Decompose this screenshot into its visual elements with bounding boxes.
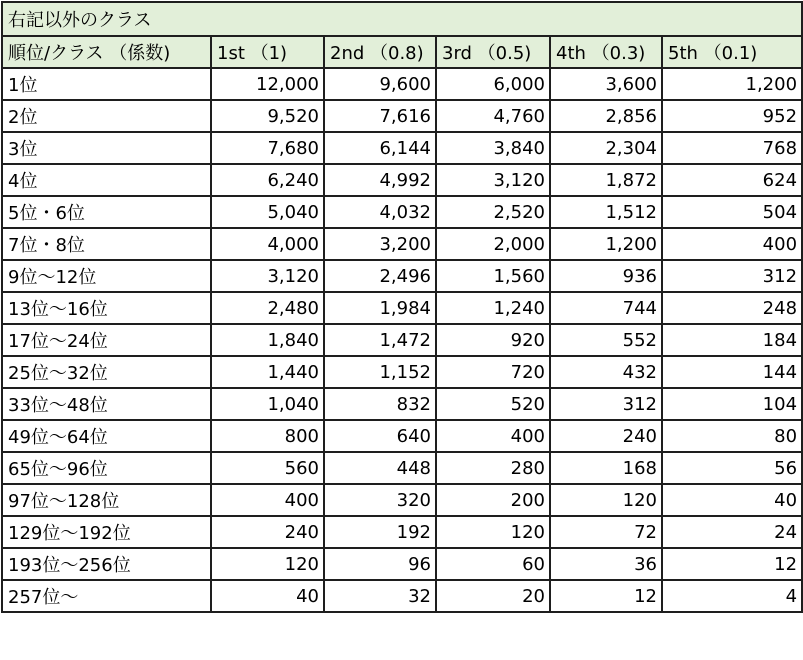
points-2nd-cell: 3,200	[324, 228, 436, 260]
header-rank-class: 順位/クラス （係数)	[2, 36, 211, 68]
points-2nd-cell: 96	[324, 548, 436, 580]
rank-cell: 1位	[2, 68, 211, 100]
points-5th-cell: 104	[662, 388, 802, 420]
points-3rd-cell: 200	[436, 484, 550, 516]
points-2nd-cell: 6,144	[324, 132, 436, 164]
points-5th-cell: 952	[662, 100, 802, 132]
table-row	[2, 164, 802, 196]
points-1st-cell: 40	[211, 580, 324, 612]
points-1st-cell: 2,480	[211, 292, 324, 324]
table-row	[2, 68, 802, 100]
points-1st-cell: 6,240	[211, 164, 324, 196]
points-4th-cell: 36	[550, 548, 662, 580]
points-4th-cell: 2,856	[550, 100, 662, 132]
points-2nd-cell: 320	[324, 484, 436, 516]
points-4th-cell: 744	[550, 292, 662, 324]
table-row	[2, 260, 802, 292]
points-1st-cell: 5,040	[211, 196, 324, 228]
points-5th-cell: 1,200	[662, 68, 802, 100]
points-4th-cell: 432	[550, 356, 662, 388]
points-1st-cell: 560	[211, 452, 324, 484]
points-3rd-cell: 2,520	[436, 196, 550, 228]
points-2nd-cell: 192	[324, 516, 436, 548]
points-4th-cell: 312	[550, 388, 662, 420]
points-3rd-cell: 1,560	[436, 260, 550, 292]
points-4th-cell: 12	[550, 580, 662, 612]
points-4th-cell: 240	[550, 420, 662, 452]
points-2nd-cell: 1,472	[324, 324, 436, 356]
table-row	[2, 132, 802, 164]
points-4th-cell: 120	[550, 484, 662, 516]
points-3rd-cell: 3,840	[436, 132, 550, 164]
points-2nd-cell: 448	[324, 452, 436, 484]
table-row	[2, 484, 802, 516]
points-4th-cell: 1,200	[550, 228, 662, 260]
points-5th-cell: 184	[662, 324, 802, 356]
points-5th-cell: 12	[662, 548, 802, 580]
table-title: 右記以外のクラス	[2, 2, 802, 36]
points-3rd-cell: 120	[436, 516, 550, 548]
points-2nd-cell: 9,600	[324, 68, 436, 100]
table-title-row	[2, 2, 802, 36]
rank-cell: 13位～16位	[2, 292, 211, 324]
table-row	[2, 420, 802, 452]
points-3rd-cell: 520	[436, 388, 550, 420]
points-3rd-cell: 400	[436, 420, 550, 452]
points-4th-cell: 552	[550, 324, 662, 356]
points-2nd-cell: 4,992	[324, 164, 436, 196]
header-4th: 4th （0.3)	[550, 36, 662, 68]
points-3rd-cell: 720	[436, 356, 550, 388]
points-4th-cell: 1,872	[550, 164, 662, 196]
table-row	[2, 228, 802, 260]
points-5th-cell: 56	[662, 452, 802, 484]
rank-cell: 5位・6位	[2, 196, 211, 228]
points-5th-cell: 4	[662, 580, 802, 612]
points-2nd-cell: 32	[324, 580, 436, 612]
points-2nd-cell: 4,032	[324, 196, 436, 228]
table-row	[2, 516, 802, 548]
points-table-container	[1, 1, 801, 613]
rank-cell: 4位	[2, 164, 211, 196]
points-2nd-cell: 832	[324, 388, 436, 420]
points-2nd-cell: 1,984	[324, 292, 436, 324]
points-1st-cell: 400	[211, 484, 324, 516]
points-3rd-cell: 1,240	[436, 292, 550, 324]
points-1st-cell: 1,840	[211, 324, 324, 356]
table-row	[2, 196, 802, 228]
table-row	[2, 452, 802, 484]
header-5th: 5th （0.1)	[662, 36, 802, 68]
table-row	[2, 100, 802, 132]
points-4th-cell: 72	[550, 516, 662, 548]
points-2nd-cell: 640	[324, 420, 436, 452]
header-2nd: 2nd （0.8)	[324, 36, 436, 68]
points-3rd-cell: 4,760	[436, 100, 550, 132]
points-5th-cell: 504	[662, 196, 802, 228]
rank-cell: 17位～24位	[2, 324, 211, 356]
points-1st-cell: 800	[211, 420, 324, 452]
rank-cell: 193位～256位	[2, 548, 211, 580]
points-1st-cell: 1,440	[211, 356, 324, 388]
points-1st-cell: 120	[211, 548, 324, 580]
points-3rd-cell: 280	[436, 452, 550, 484]
points-5th-cell: 624	[662, 164, 802, 196]
header-3rd: 3rd （0.5)	[436, 36, 550, 68]
header-1st: 1st （1)	[211, 36, 324, 68]
rank-cell: 97位～128位	[2, 484, 211, 516]
points-3rd-cell: 6,000	[436, 68, 550, 100]
table-row	[2, 580, 802, 612]
rank-cell: 2位	[2, 100, 211, 132]
points-4th-cell: 2,304	[550, 132, 662, 164]
table-row	[2, 388, 802, 420]
points-4th-cell: 168	[550, 452, 662, 484]
points-1st-cell: 240	[211, 516, 324, 548]
points-5th-cell: 80	[662, 420, 802, 452]
rank-cell: 9位～12位	[2, 260, 211, 292]
points-4th-cell: 936	[550, 260, 662, 292]
points-3rd-cell: 3,120	[436, 164, 550, 196]
rank-cell: 3位	[2, 132, 211, 164]
points-1st-cell: 12,000	[211, 68, 324, 100]
table-row	[2, 292, 802, 324]
points-5th-cell: 144	[662, 356, 802, 388]
points-1st-cell: 3,120	[211, 260, 324, 292]
points-1st-cell: 9,520	[211, 100, 324, 132]
rank-cell: 7位・8位	[2, 228, 211, 260]
rank-cell: 25位～32位	[2, 356, 211, 388]
points-2nd-cell: 7,616	[324, 100, 436, 132]
table-row	[2, 324, 802, 356]
points-5th-cell: 312	[662, 260, 802, 292]
table-row	[2, 356, 802, 388]
points-2nd-cell: 1,152	[324, 356, 436, 388]
rank-cell: 49位～64位	[2, 420, 211, 452]
points-5th-cell: 40	[662, 484, 802, 516]
points-4th-cell: 1,512	[550, 196, 662, 228]
points-5th-cell: 248	[662, 292, 802, 324]
points-1st-cell: 7,680	[211, 132, 324, 164]
rank-cell: 129位～192位	[2, 516, 211, 548]
points-5th-cell: 768	[662, 132, 802, 164]
table-header-row	[2, 36, 802, 68]
rank-cell: 257位～	[2, 580, 211, 612]
points-3rd-cell: 920	[436, 324, 550, 356]
points-5th-cell: 400	[662, 228, 802, 260]
points-1st-cell: 4,000	[211, 228, 324, 260]
points-table	[1, 1, 803, 613]
points-4th-cell: 3,600	[550, 68, 662, 100]
points-1st-cell: 1,040	[211, 388, 324, 420]
points-2nd-cell: 2,496	[324, 260, 436, 292]
points-3rd-cell: 20	[436, 580, 550, 612]
points-3rd-cell: 60	[436, 548, 550, 580]
rank-cell: 65位～96位	[2, 452, 211, 484]
points-3rd-cell: 2,000	[436, 228, 550, 260]
points-5th-cell: 24	[662, 516, 802, 548]
table-row	[2, 548, 802, 580]
rank-cell: 33位～48位	[2, 388, 211, 420]
